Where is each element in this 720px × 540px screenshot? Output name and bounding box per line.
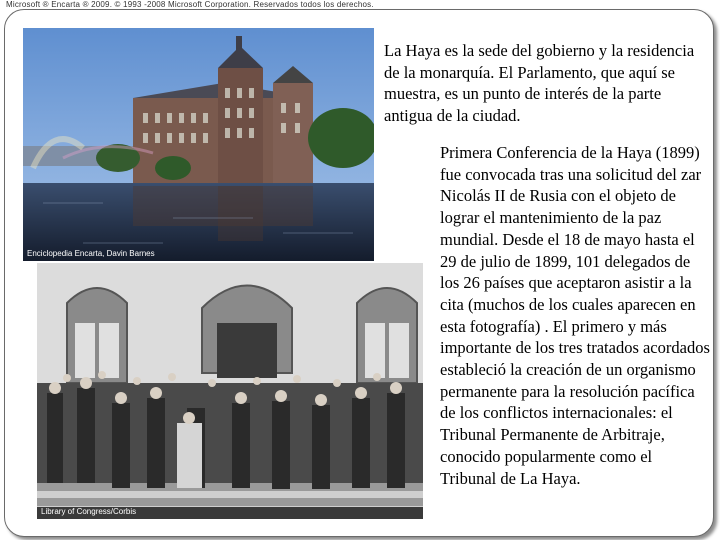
caption-hague-conference: Primera Conferencia de la Haya (1899) fue convocada tras una solicitud del zar Nicolás II de Rusia con el objeto de lograr el mantenimiento de la paz mundial. Desde el 18 de mayo hasta el 29 de julio de 1899, 101 delegados de los 26 países que aceptaron asistir a la cita (muchos de los cuales aparecen en esta fotografía) . El primero y más importante de los tres tratados acordados estableció la creación de un organismo permanente para la resolución pacífica de los conflictos internacionales: el Tribunal Permanente de Arbitraje, conocido popularmente como el Tribunal de La Haya. bbox=[440, 143, 710, 488]
caption-parliament: La Haya es la sede del gobierno y la residencia de la monarquía. El Parlamento, que aquí se muestra, es un punto de interés de la parte antigua de la ciudad. bbox=[384, 41, 695, 125]
hague-conference-group-photo bbox=[37, 263, 423, 519]
copyright-notice: Microsoft ® Encarta ® 2009. © 1993 -2008 Microsoft Corporation. Reservados todos los derechos. bbox=[6, 0, 374, 9]
photo-credit-top: Enciclopedia Encarta, Davin Barnes bbox=[27, 249, 155, 258]
photo-credit-bottom: Library of Congress/Corbis bbox=[41, 507, 137, 516]
binnenhof-parliament-photo bbox=[23, 28, 374, 261]
